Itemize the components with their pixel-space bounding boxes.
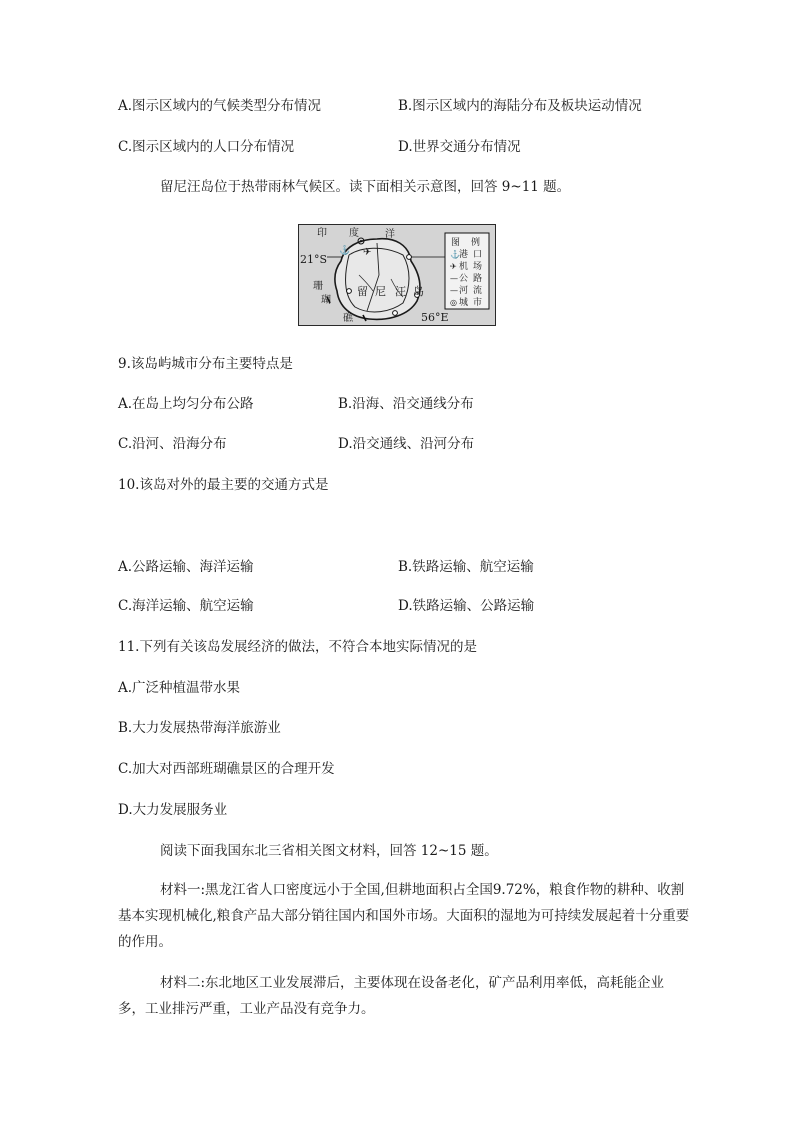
q9-option-c: C.沿河、沿海分布 — [118, 436, 227, 452]
q8-option-b: B.图示区域内的海陆分布及板块运动情况 — [398, 98, 642, 114]
q11-option-d: D.大力发展服务业 — [118, 802, 228, 818]
intro-12-15: 阅读下面我国东北三省相关图文材料，回答 12~15 题。 — [160, 843, 498, 859]
ocean-label-2: 度 — [349, 228, 359, 239]
legend-title-2: 例 — [471, 238, 481, 248]
legend-airport-label-2: 场 — [473, 262, 483, 272]
legend-title-1: 图 — [451, 238, 461, 248]
legend-river-icon: — — [450, 286, 458, 295]
island-label-1: 留 — [357, 285, 368, 298]
legend-river-label-1: 河 — [459, 286, 469, 296]
ocean-label-1: 印 — [317, 228, 327, 239]
q8-option-d: D.世界交通分布情况 — [398, 139, 521, 155]
anchor-icon: ⚓ — [339, 246, 351, 256]
island-label-2: 尼 — [375, 285, 386, 298]
q11-stem: 11.下列有关该岛发展经济的做法，不符合本地实际情况的是 — [118, 639, 477, 655]
q10-option-a: A.公路运输、海洋运输 — [118, 559, 254, 575]
q10-option-c: C.海洋运输、航空运输 — [118, 598, 254, 614]
airplane-icon: ✈ — [363, 247, 372, 258]
ocean-label-3: 洋 — [385, 229, 395, 240]
city-icon — [393, 311, 398, 316]
intro-9-11: 留尼汪岛位于热带雨林气候区。读下面相关示意图，回答 9~11 题。 — [160, 179, 571, 195]
reef-label-1: 珊 — [313, 281, 323, 292]
q10-stem: 10.该岛对外的最主要的交通方式是 — [118, 477, 329, 493]
legend-city-label-1: 城 — [459, 298, 469, 308]
q9-option-b: B.沿海、沿交通线分布 — [338, 396, 474, 412]
q11-option-c: C.加大对西部班瑚礁景区的合理开发 — [118, 761, 335, 777]
material-1: 材料一:黑龙江省人口密度远小于全国,但耕地面积占全国9.72%，粮食作物的耕种、收割基本实现机械化,粮食产品大部分销往国内和国外市场。大面积的湿地为可持续发展起着十分重要的作用。 — [118, 882, 690, 950]
legend-port-label-1: 港 — [459, 250, 469, 260]
legend-road-icon: — — [450, 274, 458, 283]
q9-option-a: A.在岛上均匀分布公路 — [118, 396, 254, 412]
reef-label-2: 瑚 — [321, 295, 331, 306]
legend-road-label-2: 路 — [473, 274, 483, 284]
legend-river-label-2: 流 — [473, 286, 483, 296]
city-icon — [407, 255, 412, 260]
q10-option-d: D.铁路运输、公路运输 — [398, 598, 535, 614]
q8-option-c: C.图示区域内的人口分布情况 — [118, 139, 295, 155]
reunion-island-map — [298, 224, 496, 326]
legend-airport-label-1: 机 — [459, 262, 469, 272]
q8-option-a: A.图示区域内的气候类型分布情况 — [118, 98, 322, 114]
island-label-4: 岛 — [413, 285, 424, 298]
island-label-3: 汪 — [395, 285, 406, 298]
legend-port-icon: ⚓ — [450, 250, 460, 259]
city-icon — [347, 289, 352, 294]
legend-city-label-2: 市 — [473, 298, 483, 308]
legend-city-icon: ◎ — [450, 298, 457, 307]
material-2: 材料二:东北地区工业发展滞后，主要体现在设备老化，矿产品利用率低，高耗能企业多，工业排污严重，工业产品没有竞争力。 — [118, 975, 665, 1017]
legend-road-label-1: 公 — [459, 274, 469, 284]
q10-option-b: B.铁路运输、航空运输 — [398, 559, 534, 575]
q11-option-a: A.广泛种植温带水果 — [118, 680, 241, 696]
q11-option-b: B.大力发展热带海洋旅游业 — [118, 720, 281, 736]
latitude-label: 21°S — [300, 253, 328, 266]
legend-port-label-2: 口 — [473, 250, 483, 260]
reef-label-3: 礁 — [343, 313, 353, 324]
q9-option-d: D.沿交通线、沿河分布 — [338, 436, 475, 452]
q9-stem: 9.该岛屿城市分布主要特点是 — [118, 356, 293, 372]
legend-airport-icon: ✈ — [450, 262, 457, 271]
longitude-label: 56°E — [421, 311, 449, 324]
